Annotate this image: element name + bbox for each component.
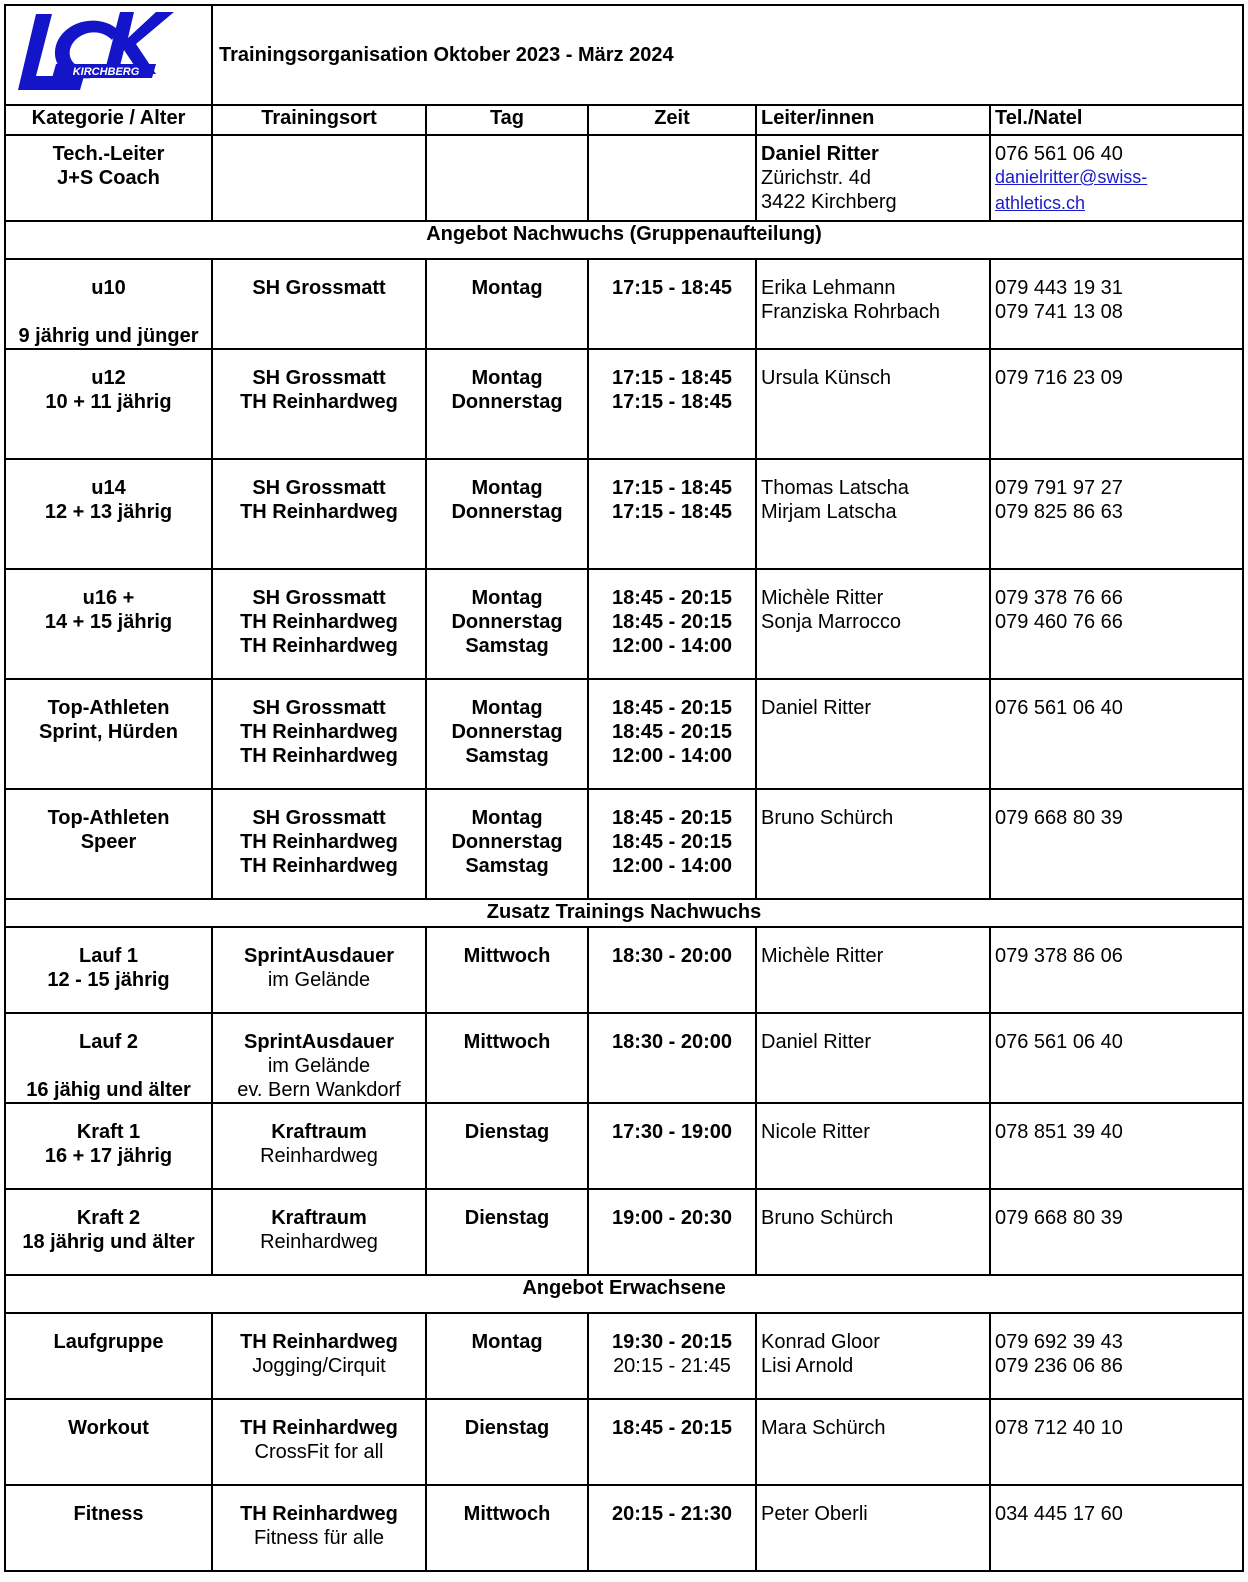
tag-line: Donnerstag xyxy=(451,721,563,743)
tag-line: Montag xyxy=(471,367,543,389)
leiter-cell xyxy=(756,569,990,679)
leiter-cell xyxy=(756,459,990,569)
ort-line: Kraftraum xyxy=(271,1121,367,1143)
tag-line: Donnerstag xyxy=(451,611,563,633)
leiter-cell xyxy=(756,1399,990,1485)
leiter-cell xyxy=(756,1013,990,1103)
tel-cell xyxy=(990,927,1243,1013)
ort-cell xyxy=(212,1103,426,1189)
zeit-line: 17:15 - 18:45 xyxy=(611,367,733,389)
ort-line: TH Reinhardweg xyxy=(240,831,398,853)
zeit-line: 18:45 - 20:15 xyxy=(611,587,733,609)
kategorie-line: 18 jährig und älter xyxy=(22,1231,195,1253)
tag-cell xyxy=(426,349,588,459)
tag-cell xyxy=(426,679,588,789)
zeit-line: 17:30 - 19:00 xyxy=(611,1121,733,1143)
kategorie-cell xyxy=(5,1485,212,1571)
tel-line: 079 378 76 66 xyxy=(995,587,1123,609)
tech-kat-line: Tech.-Leiter xyxy=(52,143,165,165)
tel-line: 079 668 80 39 xyxy=(995,807,1123,829)
ort-line: TH Reinhardweg xyxy=(240,1503,398,1525)
ort-line: TH Reinhardweg xyxy=(240,855,398,877)
tag-line: Donnerstag xyxy=(451,831,563,853)
ort-cell xyxy=(212,1399,426,1485)
tel-cell xyxy=(990,1485,1243,1571)
leiter-cell xyxy=(756,1485,990,1571)
ort-line: TH Reinhardweg xyxy=(240,611,398,633)
tech-leiter-address: Zürichstr. 4d xyxy=(761,167,872,189)
col-header-tag: Tag xyxy=(426,105,588,135)
kategorie-cell xyxy=(5,259,212,349)
ort-line: Reinhardweg xyxy=(260,1231,378,1253)
kategorie-line: 12 + 13 jährig xyxy=(44,501,173,523)
ort-cell xyxy=(212,1013,426,1103)
table-row-lauf2 xyxy=(5,1013,1243,1103)
tag-line: Dienstag xyxy=(464,1121,550,1143)
ort-cell xyxy=(212,569,426,679)
tag-cell xyxy=(426,1013,588,1103)
tel-cell xyxy=(990,1103,1243,1189)
tel-line: 079 692 39 43 xyxy=(995,1331,1123,1353)
tag-line: Mittwoch xyxy=(463,945,551,967)
zeit-cell xyxy=(588,569,756,679)
schedule-table xyxy=(4,4,1244,1572)
tel-line: 079 668 80 39 xyxy=(995,1207,1123,1229)
kategorie-line: 12 - 15 jährig xyxy=(47,969,170,991)
kategorie-line: u10 xyxy=(91,277,126,299)
leiter-line: Bruno Schürch xyxy=(761,1207,894,1229)
tech-leiter-name: Daniel Ritter xyxy=(761,143,879,165)
zeit-cell xyxy=(588,459,756,569)
leiter-line: Thomas Latscha xyxy=(761,477,909,499)
tech-leiter-address: 3422 Kirchberg xyxy=(761,191,897,213)
spacer xyxy=(6,300,211,324)
kategorie-cell xyxy=(5,459,212,569)
title-row xyxy=(5,5,1243,105)
zeit-line: 17:15 - 18:45 xyxy=(611,501,733,523)
ort-cell xyxy=(212,927,426,1013)
kategorie-line: u12 xyxy=(91,367,126,389)
ort-line: SH Grossmatt xyxy=(252,807,386,829)
leiter-cell xyxy=(756,259,990,349)
zeit-line: 18:45 - 20:15 xyxy=(611,697,733,719)
kategorie-line: Workout xyxy=(68,1417,149,1439)
tag-line: Donnerstag xyxy=(451,391,563,413)
leiter-cell xyxy=(756,679,990,789)
ort-cell xyxy=(212,1485,426,1571)
tag-cell xyxy=(426,1485,588,1571)
kategorie-line: Top-Athleten xyxy=(47,697,170,719)
tag-line: Samstag xyxy=(465,635,549,657)
zeit-line: 18:45 - 20:15 xyxy=(611,721,733,743)
ort-line: CrossFit for all xyxy=(254,1441,384,1463)
leiter-line: Lisi Arnold xyxy=(761,1355,854,1377)
kategorie-line: u16 + xyxy=(82,587,135,609)
ort-line: SH Grossmatt xyxy=(252,697,386,719)
tech-leiter xyxy=(756,135,990,221)
tel-line: 079 825 86 63 xyxy=(995,501,1123,523)
zeit-cell xyxy=(588,1013,756,1103)
kategorie-cell xyxy=(5,1103,212,1189)
tel-line: 079 378 86 06 xyxy=(995,945,1123,967)
zeit-cell xyxy=(588,789,756,899)
kategorie-line: 9 jährig und jünger xyxy=(18,325,199,347)
zeit-cell xyxy=(588,1189,756,1275)
kategorie-line: Top-Athleten xyxy=(47,807,170,829)
ort-line: im Gelände xyxy=(267,1055,371,1077)
tel-cell xyxy=(990,259,1243,349)
kategorie-line: Kraft 2 xyxy=(76,1207,141,1229)
tech-tag xyxy=(426,135,588,221)
zeit-line: 12:00 - 14:00 xyxy=(611,635,733,657)
tag-cell xyxy=(426,1189,588,1275)
ort-line: SH Grossmatt xyxy=(252,367,386,389)
ort-cell xyxy=(212,1313,426,1399)
table-row-kraft2 xyxy=(5,1189,1243,1275)
col-header-zeit: Zeit xyxy=(588,105,756,135)
tag-line: Dienstag xyxy=(464,1207,550,1229)
club-logo xyxy=(6,6,212,98)
kategorie-cell xyxy=(5,1189,212,1275)
logo-cell xyxy=(5,5,212,105)
zeit-cell xyxy=(588,1399,756,1485)
tech-kat-line: J+S Coach xyxy=(57,167,160,189)
kategorie-line: 16 jähig und älter xyxy=(26,1079,191,1101)
table-row-fitness xyxy=(5,1485,1243,1571)
tag-line: Samstag xyxy=(465,855,549,877)
tag-cell xyxy=(426,259,588,349)
ort-line: im Gelände xyxy=(267,969,371,991)
table-row-lauf1 xyxy=(5,927,1243,1013)
tag-line: Montag xyxy=(471,807,543,829)
logo-sub-text: KIRCHBERG xyxy=(72,66,140,78)
kategorie-line: Sprint, Hürden xyxy=(39,721,178,743)
tel-cell xyxy=(990,349,1243,459)
table-row-top-sprint xyxy=(5,679,1243,789)
leiter-line: Daniel Ritter xyxy=(761,1031,872,1053)
zeit-line: 17:15 - 18:45 xyxy=(611,477,733,499)
ort-line: SprintAusdauer xyxy=(243,1031,395,1053)
section-erwachsene-row xyxy=(5,1275,1243,1313)
kategorie-line: u14 xyxy=(91,477,126,499)
tel-line: 076 561 06 40 xyxy=(995,697,1123,719)
tag-line: Dienstag xyxy=(464,1417,550,1439)
section-heading: Zusatz Trainings Nachwuchs xyxy=(5,899,1243,927)
zeit-cell xyxy=(588,259,756,349)
table-row-kraft1 xyxy=(5,1103,1243,1189)
zeit-line: 20:15 - 21:30 xyxy=(611,1503,733,1525)
zeit-line: 19:00 - 20:30 xyxy=(611,1207,733,1229)
tag-cell xyxy=(426,1399,588,1485)
ort-line: TH Reinhardweg xyxy=(240,1417,398,1439)
tag-line: Montag xyxy=(471,277,543,299)
tag-line: Montag xyxy=(471,477,543,499)
ort-cell xyxy=(212,679,426,789)
kategorie-line: Fitness xyxy=(73,1503,144,1525)
tel-cell xyxy=(990,459,1243,569)
zeit-line: 12:00 - 14:00 xyxy=(611,745,733,767)
kategorie-line: Speer xyxy=(80,831,137,853)
ort-line: Reinhardweg xyxy=(260,1145,378,1167)
tel-cell xyxy=(990,789,1243,899)
zeit-line: 18:45 - 20:15 xyxy=(611,807,733,829)
tech-zeit xyxy=(588,135,756,221)
tel-line: 076 561 06 40 xyxy=(995,1031,1123,1053)
table-row-laufgruppe xyxy=(5,1313,1243,1399)
ort-line: TH Reinhardweg xyxy=(240,745,398,767)
kategorie-line: 16 + 17 jährig xyxy=(44,1145,173,1167)
table-row-u12 xyxy=(5,349,1243,459)
tel-line: 078 851 39 40 xyxy=(995,1121,1123,1143)
header-row xyxy=(5,105,1243,135)
ort-line: SprintAusdauer xyxy=(243,945,395,967)
zeit-line: 17:15 - 18:45 xyxy=(611,391,733,413)
tech-kategorie xyxy=(5,135,212,221)
ort-line: Fitness für alle xyxy=(253,1527,385,1549)
zeit-line: 18:45 - 20:15 xyxy=(611,611,733,633)
tag-cell xyxy=(426,569,588,679)
zeit-line: 18:30 - 20:00 xyxy=(611,945,733,967)
leiter-cell xyxy=(756,789,990,899)
kategorie-cell xyxy=(5,1013,212,1103)
kategorie-cell xyxy=(5,679,212,789)
zeit-line: 19:30 - 20:15 xyxy=(611,1331,733,1353)
tel-cell xyxy=(990,679,1243,789)
ort-line: SH Grossmatt xyxy=(252,587,386,609)
zeit-line: 20:15 - 21:45 xyxy=(613,1355,731,1377)
tel-cell xyxy=(990,569,1243,679)
tel-line: 034 445 17 60 xyxy=(995,1503,1123,1525)
ort-cell xyxy=(212,789,426,899)
leiter-line: Michèle Ritter xyxy=(761,587,884,609)
tel-cell xyxy=(990,1189,1243,1275)
zeit-cell xyxy=(588,927,756,1013)
tag-cell xyxy=(426,789,588,899)
ort-line: SH Grossmatt xyxy=(252,277,386,299)
tag-line: Montag xyxy=(471,697,543,719)
section-heading: Angebot Erwachsene xyxy=(5,1275,1243,1313)
tel-line: 079 236 06 86 xyxy=(995,1355,1123,1377)
zeit-cell xyxy=(588,1103,756,1189)
tag-line: Mittwoch xyxy=(463,1503,551,1525)
leiter-line: Konrad Gloor xyxy=(761,1331,880,1353)
ort-line: TH Reinhardweg xyxy=(240,635,398,657)
table-row-u14 xyxy=(5,459,1243,569)
zeit-cell xyxy=(588,679,756,789)
leiter-cell xyxy=(756,349,990,459)
tel-cell xyxy=(990,1399,1243,1485)
leiter-cell xyxy=(756,1189,990,1275)
section-heading: Angebot Nachwuchs (Gruppenaufteilung) xyxy=(5,221,1243,259)
tag-line: Montag xyxy=(471,587,543,609)
leiter-line: Sonja Marrocco xyxy=(761,611,902,633)
ort-line: TH Reinhardweg xyxy=(240,391,398,413)
col-header-kategorie: Kategorie / Alter xyxy=(5,105,212,135)
tag-cell xyxy=(426,459,588,569)
col-header-leiter: Leiter/innen xyxy=(756,105,990,135)
tech-leader-row xyxy=(5,135,1243,221)
ort-cell xyxy=(212,459,426,569)
table-row-workout xyxy=(5,1399,1243,1485)
ort-cell xyxy=(212,1189,426,1275)
tag-cell xyxy=(426,927,588,1013)
leiter-cell xyxy=(756,1103,990,1189)
tech-tel xyxy=(990,135,1243,221)
ort-line: Kraftraum xyxy=(271,1207,367,1229)
lck-logo-icon xyxy=(18,12,174,90)
tech-ort xyxy=(212,135,426,221)
kategorie-line: Laufgruppe xyxy=(53,1331,164,1353)
spacer xyxy=(6,1054,211,1078)
leiter-line: Franziska Rohrbach xyxy=(761,301,940,323)
zeit-line: 17:15 - 18:45 xyxy=(611,277,733,299)
ort-cell xyxy=(212,349,426,459)
tech-email-link[interactable]: athletics.ch xyxy=(995,193,1086,213)
col-header-ort: Trainingsort xyxy=(212,105,426,135)
zeit-cell xyxy=(588,1313,756,1399)
kategorie-cell xyxy=(5,569,212,679)
kategorie-line: Lauf 2 xyxy=(79,1031,138,1053)
ort-line: SH Grossmatt xyxy=(252,477,386,499)
col-header-tel: Tel./Natel xyxy=(990,105,1243,135)
leiter-line: Nicole Ritter xyxy=(761,1121,870,1143)
leiter-line: Bruno Schürch xyxy=(761,807,894,829)
section-zusatz-row xyxy=(5,899,1243,927)
zeit-cell xyxy=(588,349,756,459)
leiter-line: Michèle Ritter xyxy=(761,945,884,967)
tel-line: 079 791 97 27 xyxy=(995,477,1123,499)
leiter-line: Ursula Künsch xyxy=(761,367,892,389)
tel-cell xyxy=(990,1313,1243,1399)
table-row-u16 xyxy=(5,569,1243,679)
leiter-line: Daniel Ritter xyxy=(761,697,872,719)
kategorie-cell xyxy=(5,927,212,1013)
kategorie-cell xyxy=(5,1399,212,1485)
leiter-cell xyxy=(756,1313,990,1399)
ort-cell xyxy=(212,259,426,349)
tel-line: 079 716 23 09 xyxy=(995,367,1123,389)
kategorie-line: Lauf 1 xyxy=(79,945,138,967)
tel-line: 079 443 19 31 xyxy=(995,277,1123,299)
tag-line: Donnerstag xyxy=(451,501,563,523)
tag-cell xyxy=(426,1313,588,1399)
kategorie-line: 14 + 15 jährig xyxy=(44,611,173,633)
zeit-line: 18:45 - 20:15 xyxy=(611,831,733,853)
tag-line: Mittwoch xyxy=(463,1031,551,1053)
kategorie-cell xyxy=(5,349,212,459)
kategorie-line: 10 + 11 jährig xyxy=(45,391,172,413)
tech-phone: 076 561 06 40 xyxy=(995,143,1123,165)
tel-line: 079 741 13 08 xyxy=(995,301,1123,323)
training-schedule-sheet xyxy=(4,4,1244,1572)
section-nachwuchs-row xyxy=(5,221,1243,259)
tag-cell xyxy=(426,1103,588,1189)
leiter-line: Peter Oberli xyxy=(761,1503,868,1525)
leiter-line: Erika Lehmann xyxy=(761,277,896,299)
ort-line: Jogging/Cirquit xyxy=(252,1355,386,1377)
tag-line: Samstag xyxy=(465,745,549,767)
ort-line: TH Reinhardweg xyxy=(240,501,398,523)
kategorie-line: Kraft 1 xyxy=(76,1121,141,1143)
tag-line: Montag xyxy=(471,1331,543,1353)
leiter-line: Mirjam Latscha xyxy=(761,501,897,523)
zeit-line: 18:45 - 20:15 xyxy=(611,1417,733,1439)
table-row-top-speer xyxy=(5,789,1243,899)
tel-cell xyxy=(990,1013,1243,1103)
leiter-cell xyxy=(756,927,990,1013)
zeit-line: 12:00 - 14:00 xyxy=(611,855,733,877)
zeit-cell xyxy=(588,1485,756,1571)
tech-email-link[interactable]: danielritter@swiss- xyxy=(995,167,1148,187)
tel-line: 079 460 76 66 xyxy=(995,611,1123,633)
kategorie-cell xyxy=(5,789,212,899)
ort-line: TH Reinhardweg xyxy=(240,721,398,743)
kategorie-cell xyxy=(5,1313,212,1399)
leiter-line: Mara Schürch xyxy=(761,1417,886,1439)
ort-line: ev. Bern Wankdorf xyxy=(237,1079,401,1101)
page-title: Trainingsorganisation Oktober 2023 - März 2024 xyxy=(212,5,1243,105)
zeit-line: 18:30 - 20:00 xyxy=(611,1031,733,1053)
ort-line: TH Reinhardweg xyxy=(240,1331,398,1353)
tel-line: 078 712 40 10 xyxy=(995,1417,1123,1439)
table-row-u10 xyxy=(5,259,1243,349)
